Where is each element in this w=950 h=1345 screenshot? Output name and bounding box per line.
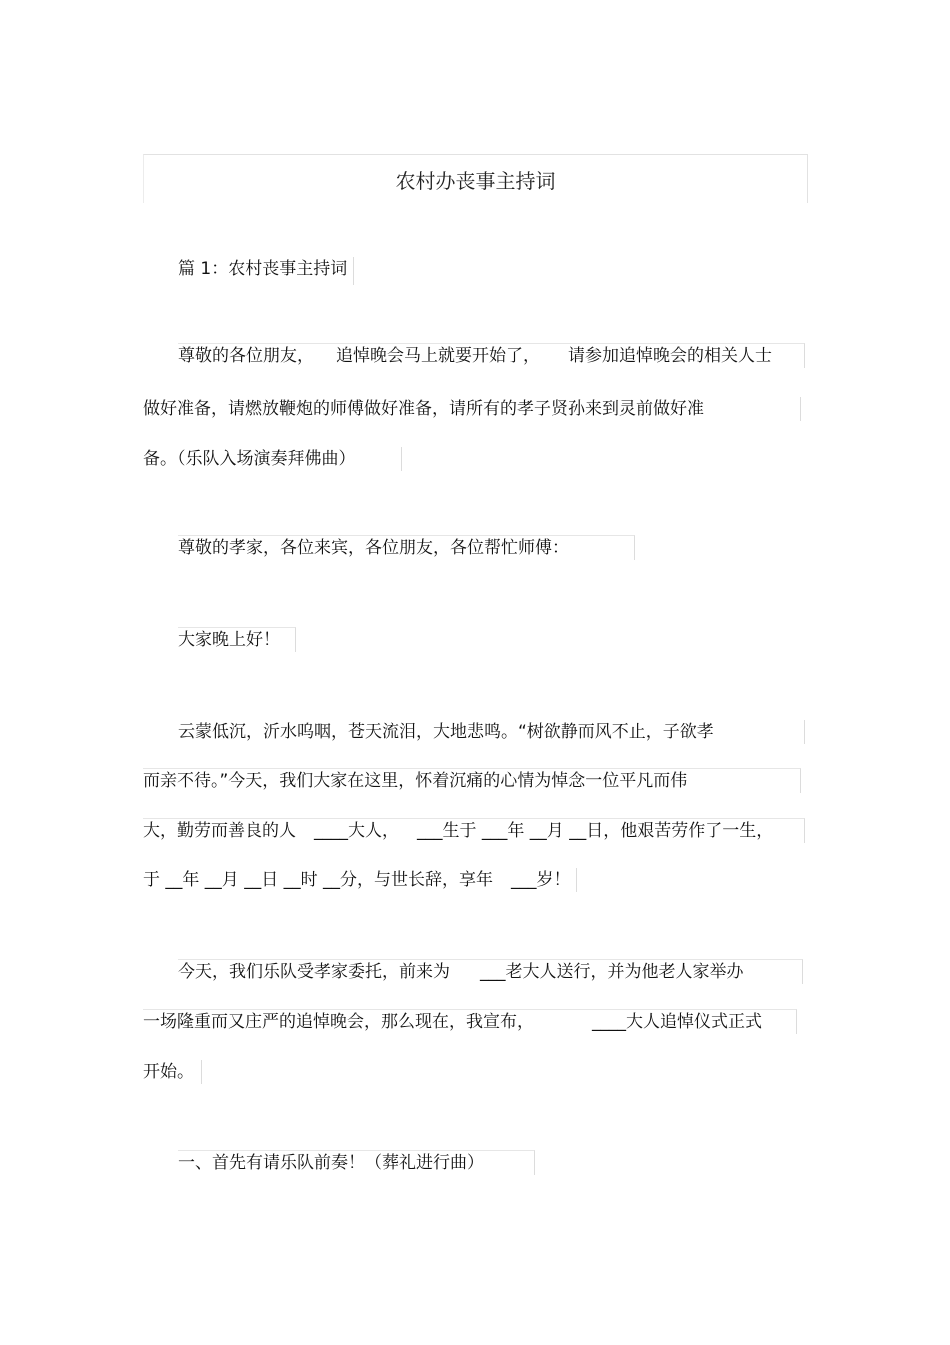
- p4-l1-text: 云蒙低沉，沂水呜咽，苍天流泪，大地悲鸣。“树欲静而风不止，子欲孝: [178, 722, 714, 742]
- p6-text: 一、首先有请乐队前奏！（葬礼进行曲）: [178, 1153, 484, 1173]
- paragraph-1-line-3: [143, 447, 402, 471]
- p4-l3c-text: ___生于 ___年 __月 __日，他艰苦劳作了一生，: [417, 821, 774, 841]
- paragraph-1-line-1: [178, 343, 805, 368]
- paragraph-6: [178, 1150, 535, 1175]
- p2-text: 尊敬的孝家，各位来宾，各位朋友，各位帮忙师傅：: [178, 538, 569, 558]
- section-heading-text: 篇 1：农村丧事主持词: [178, 259, 348, 279]
- p1-l1b-text: 追悼晚会马上就要开始了，: [336, 346, 540, 366]
- section-heading: [178, 257, 354, 285]
- paragraph-4-line-4: [143, 868, 577, 892]
- paragraph-5-line-2: [143, 1009, 797, 1034]
- paragraph-4-line-3: [143, 818, 805, 843]
- p4-l4a-text: 于 __年 __月 __日 __时 __分，与世长辞，享年: [143, 870, 494, 890]
- p1-l1c-text: 请参加追悼晚会的相关人士: [568, 346, 772, 366]
- p1-l3-text: 备。（乐队入场演奏拜佛曲）: [143, 449, 356, 469]
- p3-text: 大家晚上好！: [178, 630, 280, 650]
- title-box: [143, 154, 808, 203]
- p4-l3a-text: 大，勤劳而善良的人: [143, 821, 296, 841]
- p5-l1a-text: 今天，我们乐队受孝家委托，前来为: [178, 962, 450, 982]
- document-title: 农村办丧事主持词: [395, 169, 556, 193]
- paragraph-4-line-1: [178, 720, 805, 744]
- paragraph-4-line-2: [143, 768, 801, 793]
- p4-l3b-text: ____大人，: [314, 821, 399, 841]
- paragraph-1-line-2: [143, 397, 801, 421]
- paragraph-2: [178, 535, 635, 560]
- p5-l2a-text: 一场隆重而又庄严的追悼晚会，那么现在，我宣布，: [143, 1012, 534, 1032]
- paragraph-3: [178, 627, 296, 652]
- p1-l2-text: 做好准备，请燃放鞭炮的师傅做好准备，请所有的孝子贤孙来到灵前做好准: [143, 399, 704, 419]
- paragraph-5-line-1: [178, 959, 803, 984]
- paragraph-5-line-3: [143, 1060, 202, 1084]
- p4-l2-text: 而亲不待。”今天，我们大家在这里，怀着沉痛的心情为悼念一位平凡而伟: [143, 771, 688, 791]
- p1-l1a-text: 尊敬的各位朋友，: [178, 346, 314, 366]
- p5-l2b-text: ____大人追悼仪式正式: [592, 1012, 762, 1032]
- p5-l3-text: 开始。: [143, 1062, 194, 1082]
- p4-l4b-text: ___岁！: [511, 870, 571, 890]
- p5-l1b-text: ___老大人送行，并为他老人家举办: [480, 962, 744, 982]
